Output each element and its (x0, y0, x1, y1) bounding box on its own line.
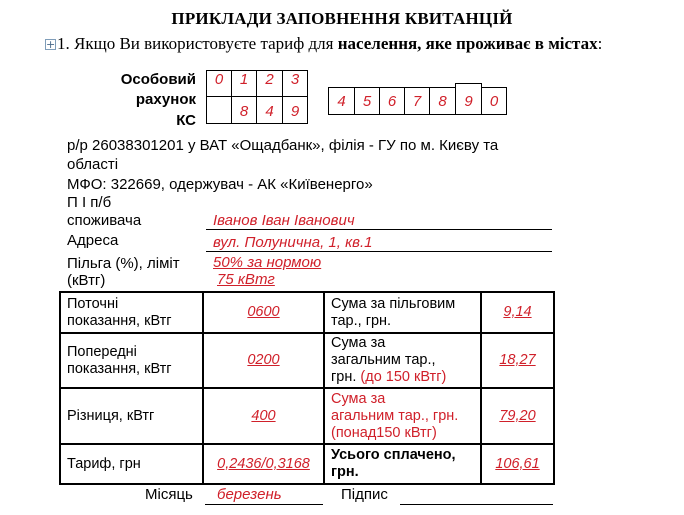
digit-box: 0 (206, 70, 232, 97)
name-label-2: споживача (67, 212, 142, 229)
table-row (60, 444, 554, 484)
row-sum-label: Сума за агальним тар., грн. (понад150 кВтг) (324, 388, 481, 444)
digit-box: 1 (231, 70, 257, 97)
month-underline (205, 504, 323, 505)
month-label: Місяць (145, 486, 193, 503)
table-move-handle-icon[interactable]: + (46, 38, 56, 51)
intro-suffix: : (597, 34, 603, 53)
address-underline (206, 251, 552, 252)
benefit-value-2: 75 кВтг (217, 271, 275, 288)
row-value: 0600 (203, 292, 324, 333)
intro-line (57, 34, 602, 54)
calculation-table (59, 291, 555, 485)
table-row (60, 333, 554, 388)
table-row (60, 292, 554, 333)
row-label: Тариф, грн (60, 444, 203, 484)
digit-box: 8 (429, 87, 456, 115)
row-sum-value: 79,20 (481, 388, 554, 444)
bank-line-2: області (67, 156, 119, 173)
page-title: ПРИКЛАДИ ЗАПОВНЕННЯ КВИТАНЦІЙ (171, 9, 513, 28)
bank-line-3: МФО: 322669, одержувач - АК «Київенерго» (67, 176, 373, 193)
account-label-3: КС (176, 112, 196, 129)
month-value: березень (217, 486, 282, 503)
benefit-label-1: Пільга (%), ліміт (67, 255, 180, 272)
row-label: Попередні показання, кВтг (60, 333, 203, 388)
bank-line-1: р/р 26038301201 у ВАТ «Ощадбанк», філія - ГУ по м. Києву та (67, 137, 499, 154)
digit-box: 9 (282, 96, 308, 124)
row-label: Різниця, кВтг (60, 388, 203, 444)
name-value: Іванов Іван Іванович (213, 212, 355, 229)
digit-box: 4 (328, 87, 355, 115)
address-value: вул. Полунична, 1, кв.1 (213, 234, 373, 251)
digit-box: 8 (231, 96, 257, 124)
row-sum-label: Сума за пільговим тар., грн. (324, 292, 481, 333)
intro-bold: населення, яке проживає в містах (337, 34, 598, 53)
account-label-1: Особовий (120, 71, 196, 88)
digit-box: 6 (379, 87, 405, 115)
address-label: Адреса (67, 232, 119, 249)
table-row (60, 388, 554, 444)
digit-box: 0 (481, 87, 507, 115)
digit-box: 4 (256, 96, 283, 124)
name-underline (206, 229, 552, 230)
row-label: Поточні показання, кВтг (60, 292, 203, 333)
row-value: 0,2436/0,3168 (203, 444, 324, 484)
digit-box (206, 96, 232, 124)
row-value: 0200 (203, 333, 324, 388)
row-value: 400 (203, 388, 324, 444)
digit-box: 9 (455, 83, 482, 115)
intro-prefix: 1. Якщо Ви використовуєте тариф для (57, 34, 338, 53)
row-sum-value: 18,27 (481, 333, 554, 388)
signature-underline (400, 504, 553, 505)
signature-label: Підпис (341, 486, 388, 503)
digit-box: 2 (256, 70, 283, 97)
account-label-2: рахунок (135, 91, 196, 108)
digit-box: 5 (354, 87, 380, 115)
row-sum-label: Усього сплачено, грн. (324, 444, 481, 484)
name-label-1: П І п/б (67, 194, 112, 211)
row-sum-value: 106,61 (481, 444, 554, 484)
digit-box: 7 (404, 87, 430, 115)
row-sum-label: Сума за загальним тар., грн. (до 150 кВтг) (324, 333, 481, 388)
benefit-value-1: 50% за нормою (213, 254, 322, 271)
digit-box: 3 (282, 70, 308, 97)
benefit-label-2: (кВтг) (67, 272, 106, 289)
row-sum-value: 9,14 (481, 292, 554, 333)
